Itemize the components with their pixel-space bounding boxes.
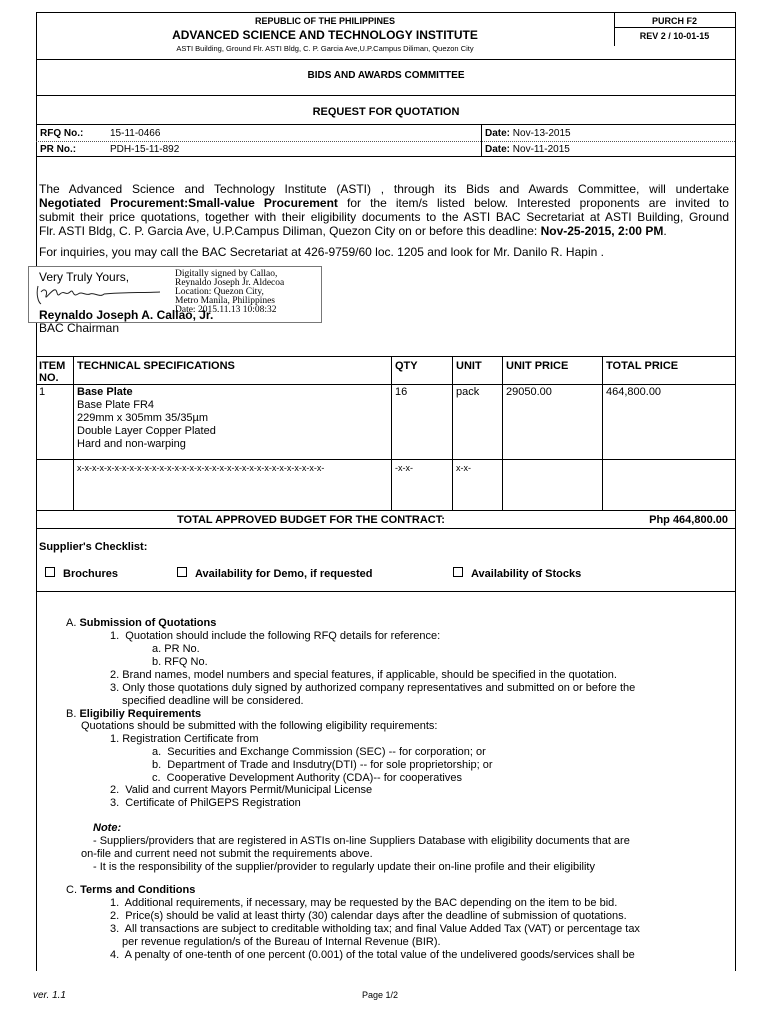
version: ver. 1.1 <box>33 990 66 1001</box>
committee-name: BIDS AND AWARDS COMMITTEE <box>307 70 465 81</box>
header-specs: TECHNICAL SPECIFICATIONS <box>77 360 235 372</box>
institute-address: ASTI Building, Ground Flr. ASTI Bldg, C. P. Garcia Ave,U.P.Campus Diliman, Quezon City <box>176 44 474 53</box>
intro-line-4: Flr. ASTI Bldg, C. P. Garcia Ave, U.P.Campus Diliman, Quezon City on or before this deadline: Nov-25-2015, 2:00 PM. <box>39 224 667 238</box>
signatory-title: BAC Chairman <box>39 321 120 335</box>
form-revision: REV 2 / 10-01-15 <box>639 31 710 41</box>
rfq-value: 15-11-0466 <box>110 128 161 139</box>
checklist-title: Supplier's Checklist: <box>39 541 148 553</box>
intro-paragraph <box>39 182 729 238</box>
deadline: Nov-25-2015, 2:00 PM <box>540 224 664 238</box>
checkbox-icon[interactable] <box>177 567 187 577</box>
checklist-brochures[interactable]: Brochures <box>45 567 118 580</box>
ref-row-divider <box>36 141 735 142</box>
note-title: Note: <box>93 822 122 834</box>
closing: Very Truly Yours, <box>39 270 130 284</box>
page-number: Page 1/2 <box>361 990 399 1000</box>
checkbox-icon[interactable] <box>45 567 55 577</box>
item-unit: pack <box>456 386 480 398</box>
header-row-divider <box>36 384 735 385</box>
item-specs: Base Plate Base Plate FR4 229mm x 305mm 35/35µm Double Layer Copper Plated Hard and non-warping <box>77 386 216 450</box>
pr-date-value: Nov-11-2015 <box>512 144 570 155</box>
checklist-stocks[interactable]: Availability of Stocks <box>453 567 581 580</box>
item-unit-price: 29050.00 <box>506 386 552 398</box>
section-a-heading: A. Submission of Quotations <box>66 617 217 629</box>
handwritten-signature <box>32 282 162 308</box>
digital-signature-text: Digitally signed by Callao, Reynaldo Joseph Jr. Aldecoa Location: Quezon City, Metro Manila, Philippines Date: 2015.11.13 10:08:32 <box>175 269 285 315</box>
inquiry-paragraph: For inquiries, you may call the BAC Secretariat at 426-9759/60 loc. 1205 and look for Mr. Danilo R. Hapin . <box>39 245 604 259</box>
header-item-no: ITEM NO. <box>39 360 66 384</box>
pr-label: PR No.: <box>40 144 77 155</box>
rule-4 <box>36 156 735 157</box>
checklist-demo[interactable]: Availability for Demo, if requested <box>177 567 372 580</box>
document-title: REQUEST FOR QUOTATION <box>312 106 460 118</box>
rule-2 <box>36 95 735 96</box>
checkbox-icon[interactable] <box>453 567 463 577</box>
date-label: Date: <box>485 128 511 139</box>
header-unit-price: UNIT PRICE <box>506 360 569 372</box>
table-top <box>36 356 735 357</box>
header-total-price: TOTAL PRICE <box>606 360 679 372</box>
filler-bottom <box>36 510 735 511</box>
form-code: PURCH F2 <box>651 16 697 26</box>
ref-divider <box>481 124 482 156</box>
total-label: TOTAL APPROVED BUDGET FOR THE CONTRACT: <box>177 514 445 526</box>
pr-date-label: Date: <box>485 144 511 155</box>
section-c-heading: C. Terms and Conditions <box>66 884 196 896</box>
republic-line: REPUBLIC OF THE PHILIPPINES <box>254 16 395 26</box>
total-value: Php 464,800.00 <box>649 514 728 526</box>
procurement-mode: Negotiated Procurement:Small-value Procurement <box>39 196 338 210</box>
header-qty: QTY <box>395 360 418 372</box>
pr-value: PDH-15-11-892 <box>110 144 180 155</box>
intro-line-2: Negotiated Procurement:Small-value Procurement for the item/s listed below. Interested proponents are invited to <box>39 196 729 210</box>
item-qty: 16 <box>395 386 408 398</box>
institute-name: ADVANCED SCIENCE AND TECHNOLOGY INSTITUTE <box>172 28 478 42</box>
intro-line-3: submit their price quotations, together with their eligibility documents to the ASTI BAC Secretariat at ASTI Building, Ground <box>39 210 729 224</box>
row-divider <box>36 459 735 460</box>
rfq-label: RFQ No.: <box>40 128 84 139</box>
header-unit: UNIT <box>456 360 482 372</box>
intro-line-1: The Advanced Science and Technology Institute (ASTI) , through its Bids and Awards Committee, will undertake <box>39 182 729 196</box>
date-value: Nov-13-2015 <box>512 128 571 139</box>
section-b-heading: B. Eligibiliy Requirements <box>66 708 202 720</box>
total-bottom <box>36 528 735 529</box>
item-total-price: 464,800.00 <box>606 386 662 398</box>
rule-3 <box>36 124 735 125</box>
signatory-name: Reynaldo Joseph A. Callao, Jr. <box>39 308 214 322</box>
checklist-bottom <box>36 591 735 592</box>
rule-1 <box>36 59 735 60</box>
rev-divider <box>614 27 735 28</box>
